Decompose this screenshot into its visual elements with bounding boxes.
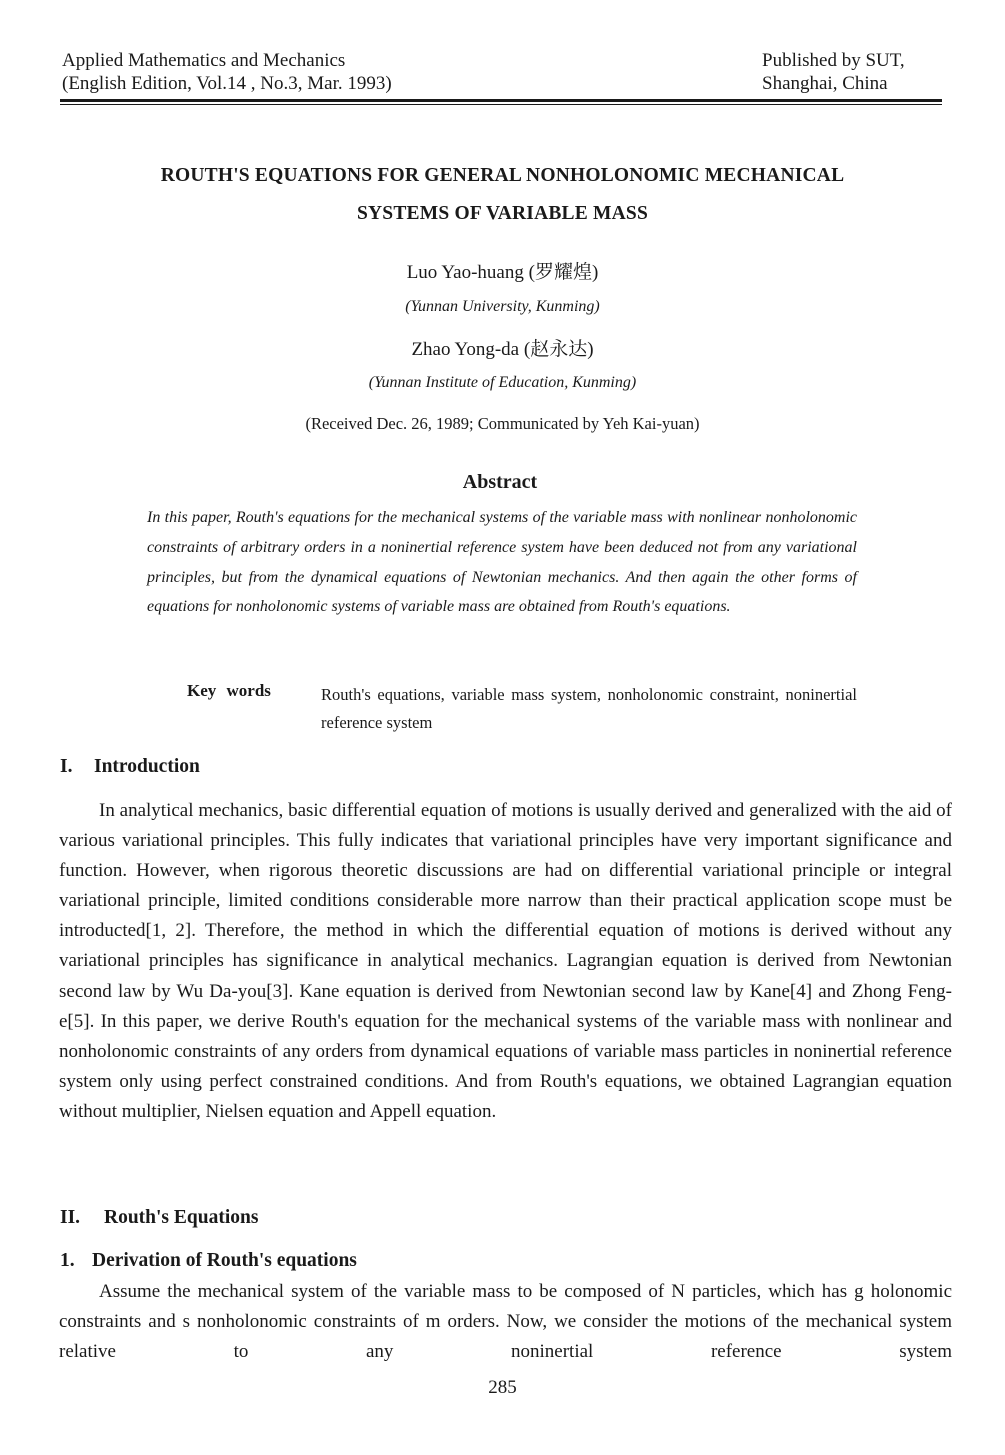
introduction-paragraph: In analytical mechanics, basic differential equation of motions is usually derived and generalized with the aid of various variational principles. This fully indicates that variational principles have very important significance and function. However, when rigorous theoretic discussions are had on differential variational principle or integral variational principle, limited conditions considerable more narrow than their practical application scope must be introducted[1, 2]. Therefore, the method in which the differential equation of motions is derived without any variational principles has significance in analytical mechanics. Lagrangian equation is derived from Newtonian second law by Wu Da-you[3]. Kane equation is derived from Newtonian second law by Kane[4] and Zhong Feng-e[5]. In this paper, we derive Routh's equation for the mechanical systems of the variable mass with nonlinear and nonholonomic constraints of any orders from dynamical equations of variable mass particles in noninertial reference system only using perfect constrained conditions. And from Routh's equations, we obtained Lagrangian equation without multiplier, Nielsen equation and Appell equation.	[59, 800, 952, 1122]
header-rule-thin	[60, 104, 942, 105]
section-title: Introduction	[94, 756, 200, 777]
paper-title-line2: SYSTEMS OF VARIABLE MASS	[356, 203, 649, 224]
section-heading-introduction	[60, 756, 200, 778]
header-rule-thick	[60, 99, 942, 102]
author-2-affiliation: (Yunnan Institute of Education, Kunming)	[368, 374, 637, 391]
subsection-heading-derivation	[60, 1250, 357, 1272]
paper-title-line1: ROUTH'S EQUATIONS FOR GENERAL NONHOLONOMIC MECHANICAL	[160, 165, 845, 186]
section-heading-routh	[60, 1207, 258, 1229]
journal-issue: (English Edition, Vol.14 , No.3, Mar. 1993)	[62, 73, 392, 94]
publisher-info	[762, 49, 905, 95]
received-line: (Received Dec. 26, 1989; Communicated by Yeh Kai-yuan)	[305, 414, 700, 433]
keywords-label: Key words	[187, 681, 271, 700]
section-number: I.	[60, 756, 73, 777]
page-number: 285	[488, 1377, 517, 1398]
journal-title: Applied Mathematics and Mechanics	[62, 50, 346, 71]
author-1-name: Luo Yao-huang (罗耀煌)	[406, 262, 599, 283]
author-1-affiliation: (Yunnan University, Kunming)	[405, 298, 600, 315]
paper-title	[60, 157, 945, 233]
publisher-name: Published by SUT,	[762, 50, 905, 71]
subsection-number: 1.	[60, 1250, 75, 1271]
keywords-text: Routh's equations, variable mass system, nonholonomic constraint, noninertial reference system	[321, 685, 857, 732]
abstract-heading: Abstract	[462, 471, 538, 493]
derivation-paragraph: Assume the mechanical system of the variable mass to be composed of N particles, which has g holonomic constraints and s nonholonomic constraints of m orders. Now, we consider the motions of the mechanical system relative to any noninertial reference system	[59, 1281, 952, 1363]
author-2-name: Zhao Yong-da (赵永达)	[411, 339, 594, 360]
section-number: II.	[60, 1207, 81, 1228]
journal-info	[62, 49, 392, 95]
abstract-text: In this paper, Routh's equations for the mechanical systems of the variable mass with nonlinear nonholonomic constraints of arbitrary orders in a noninertial reference system have been deduced not from any variational principles, but from the dynamical equations of Newtonian mechanics. And then again the other forms of equations for nonholonomic systems of variable mass are obtained from Routh's equations.	[147, 509, 857, 616]
subsection-title: Derivation of Routh's equations	[92, 1250, 357, 1271]
section-title: Routh's Equations	[104, 1207, 259, 1228]
publisher-location: Shanghai, China	[762, 73, 888, 94]
